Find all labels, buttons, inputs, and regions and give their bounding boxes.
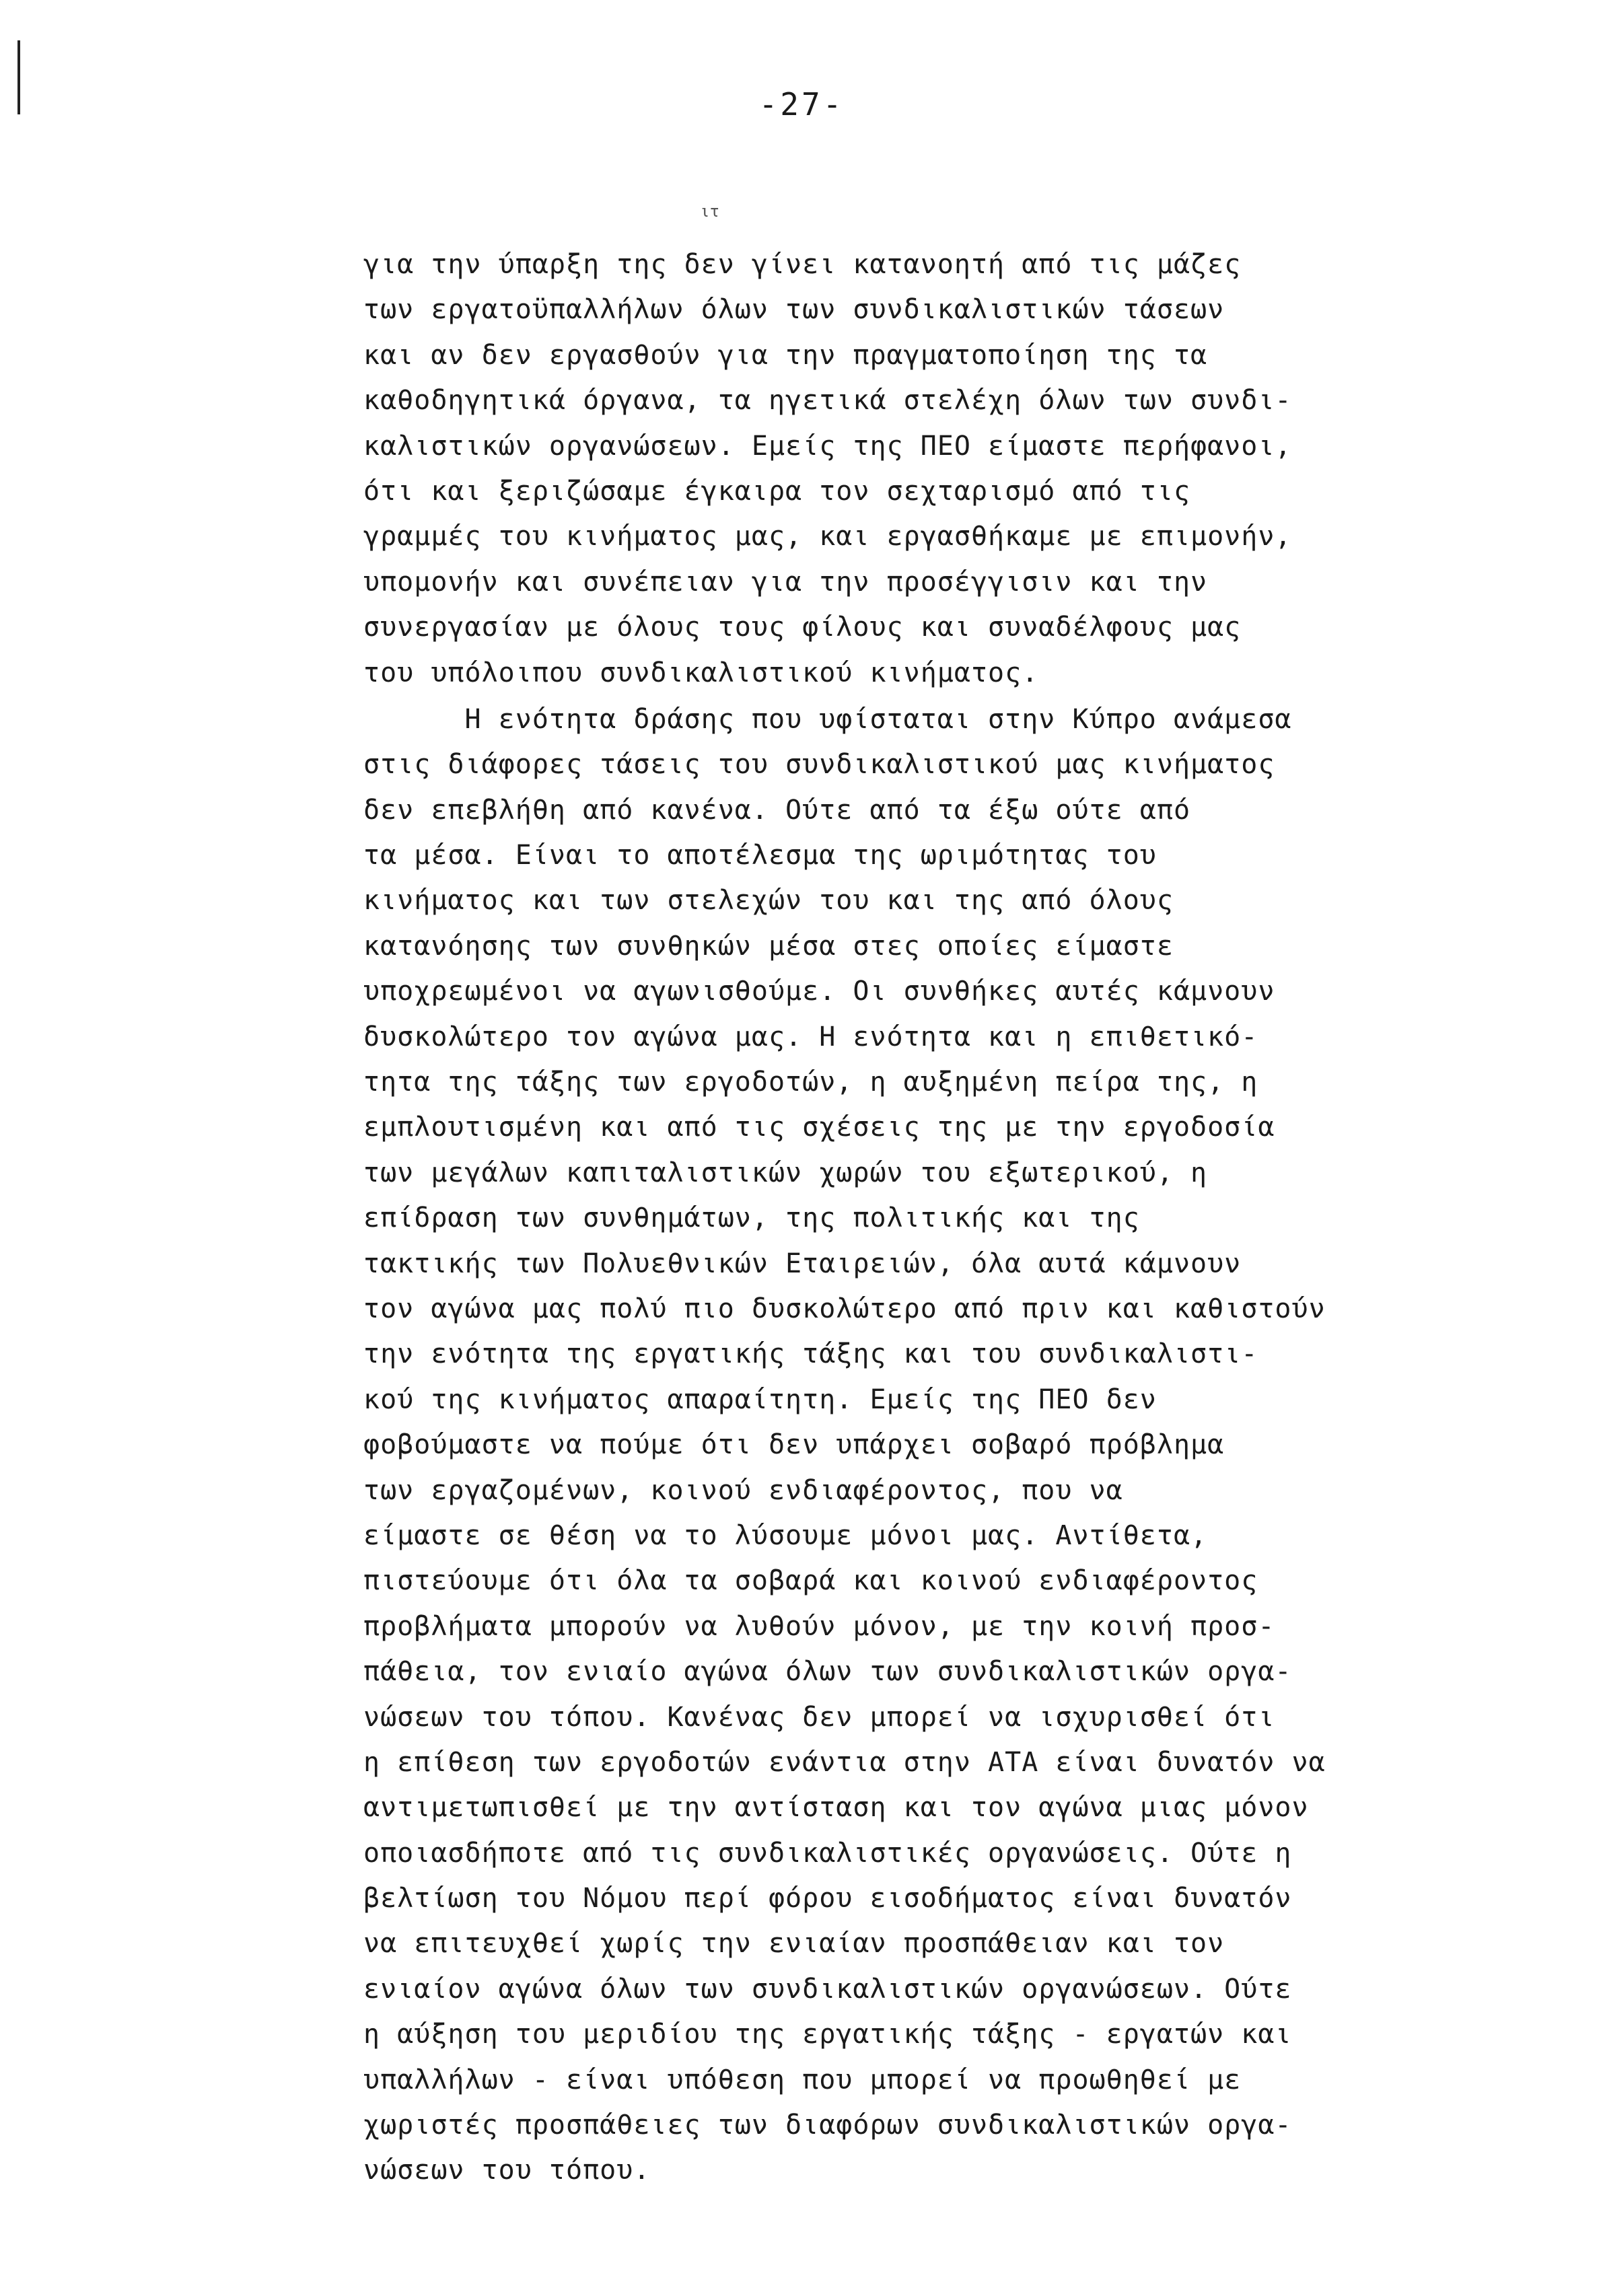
text-line: στις διάφορες τάσεις του συνδικαλιστικού μας κινήματος bbox=[363, 749, 1275, 781]
text-line: ότι και ξεριζώσαμε έγκαιρα τον σεχταρισμό από τις bbox=[363, 475, 1191, 507]
text-line: υπομονήν και συνέπειαν για την προσέγγισιν και την bbox=[363, 566, 1208, 598]
text-line: για την ύπαρξη της δεν γίνει κατανοητή από τις μάζες bbox=[363, 249, 1242, 280]
text-line: τακτικής των Πολυεθνικών Εταιρειών, όλα αυτά κάμνουν bbox=[363, 1248, 1242, 1279]
text-line: καλιστικών οργανώσεων. Εμείς της ΠΕΟ είμαστε περήφανοι, bbox=[363, 430, 1292, 462]
text-line: πάθεια, τον ενιαίο αγώνα όλων των συνδικαλιστικών οργα- bbox=[363, 1656, 1292, 1688]
text-line: κινήματος και των στελεχών του και της από όλους bbox=[363, 885, 1174, 917]
text-line: καθοδηγητικά όργανα, τα ηγετικά στελέχη όλων των συνδι- bbox=[363, 385, 1292, 417]
text-line: προβλήματα μπορούν να λυθούν μόνον, με την κοινή προσ- bbox=[363, 1610, 1275, 1642]
text-line: επίδραση των συνθημάτων, της πολιτικής και της bbox=[363, 1203, 1140, 1234]
text-line: ενιαίον αγώνα όλων των συνδικαλιστικών οργανώσεων. Ούτε bbox=[363, 1973, 1292, 2005]
text-line: οποιασδήποτε από τις συνδικαλιστικές οργανώσεις. Ούτε η bbox=[363, 1837, 1292, 1869]
text-line: Η ενότητα δράσης που υφίσταται στην Κύπρο ανάμεσα bbox=[363, 703, 1292, 735]
text-line: πιστεύουμε ότι όλα τα σοβαρά και κοινού ενδιαφέροντος bbox=[363, 1565, 1258, 1597]
text-line: κατανόησης των συνθηκών μέσα στες οποίες είμαστε bbox=[363, 930, 1174, 962]
text-line: των εργατοϋπαλλήλων όλων των συνδικαλιστικών τάσεων bbox=[363, 294, 1225, 326]
text-line: υπαλλήλων - είναι υπόθεση που μπορεί να προωθηθεί με bbox=[363, 2064, 1242, 2095]
text-line: την ενότητα της εργατικής τάξης και του συνδικαλιστι- bbox=[363, 1338, 1258, 1370]
text-line: νώσεων του τόπου. Κανένας δεν μπορεί να ισχυρισθεί ότι bbox=[363, 1701, 1275, 1733]
text-line: και αν δεν εργασθούν για την πραγματοποίηση της τα bbox=[363, 339, 1208, 371]
text-line: αντιμετωπισθεί με την αντίσταση και τον αγώνα μιας μόνον bbox=[363, 1792, 1309, 1824]
text-line: βελτίωση του Νόμου περί φόρου εισοδήματος είναι δυνατόν bbox=[363, 1883, 1292, 1914]
text-line: κού της κινήματος απαραίτητη. Εμείς της ΠΕΟ δεν bbox=[363, 1384, 1157, 1415]
text-line: συνεργασίαν με όλους τους φίλους και συναδέλφους μας bbox=[363, 612, 1242, 643]
text-line: τον αγώνα μας πολύ πιο δυσκολώτερο από πριν και καθιστούν bbox=[363, 1293, 1326, 1324]
text-line: νώσεων του τόπου. bbox=[363, 2155, 651, 2186]
text-line: τητα της τάξης των εργοδοτών, η αυξημένη πείρα της, η bbox=[363, 1067, 1258, 1098]
text-line: των μεγάλων καπιταλιστικών χωρών του εξωτερικού, η bbox=[363, 1157, 1208, 1188]
text-line: είμαστε σε θέση να το λύσουμε μόνοι μας. Αντίθετα, bbox=[363, 1519, 1208, 1551]
text-line: δυσκολώτερο τον αγώνα μας. Η ενότητα και η επιθετικό- bbox=[363, 1021, 1258, 1052]
text-line: δεν επεβλήθη από κανένα. Ούτε από τα έξω ούτε από bbox=[363, 794, 1191, 826]
paragraph-2 bbox=[363, 697, 1386, 2194]
text-line: φοβούμαστε να πούμε ότι δεν υπάρχει σοβαρό πρόβλημα bbox=[363, 1429, 1225, 1461]
paragraph-1 bbox=[363, 242, 1386, 696]
text-line: εμπλουτισμένη και από τις σχέσεις της με την εργοδοσία bbox=[363, 1112, 1275, 1143]
document-body bbox=[363, 242, 1386, 2194]
top-annotation-mark: ιτ bbox=[700, 202, 719, 221]
page-number: -27- bbox=[758, 86, 845, 122]
text-line: η επίθεση των εργοδοτών ενάντια στην ΑΤΑ είναι δυνατόν να bbox=[363, 1746, 1326, 1778]
text-line: των εργαζομένων, κοινού ενδιαφέροντος, που να bbox=[363, 1474, 1123, 1506]
text-line: γραμμές του κινήματος μας, και εργασθήκαμε με επιμονήν, bbox=[363, 521, 1292, 552]
text-line: του υπόλοιπου συνδικαλιστικού κινήματος. bbox=[363, 657, 1039, 688]
text-line: η αύξηση του μεριδίου της εργατικής τάξης - εργατών και bbox=[363, 2019, 1292, 2050]
text-line: χωριστές προσπάθειες των διαφόρων συνδικαλιστικών οργα- bbox=[363, 2110, 1292, 2141]
text-line: υποχρεωμένοι να αγωνισθούμε. Οι συνθήκες αυτές κάμνουν bbox=[363, 976, 1275, 1007]
text-line: τα μέσα. Είναι το αποτέλεσμα της ωριμότητας του bbox=[363, 840, 1157, 871]
text-line: να επιτευχθεί χωρίς την ενιαίαν προσπάθειαν και τον bbox=[363, 1928, 1225, 1960]
